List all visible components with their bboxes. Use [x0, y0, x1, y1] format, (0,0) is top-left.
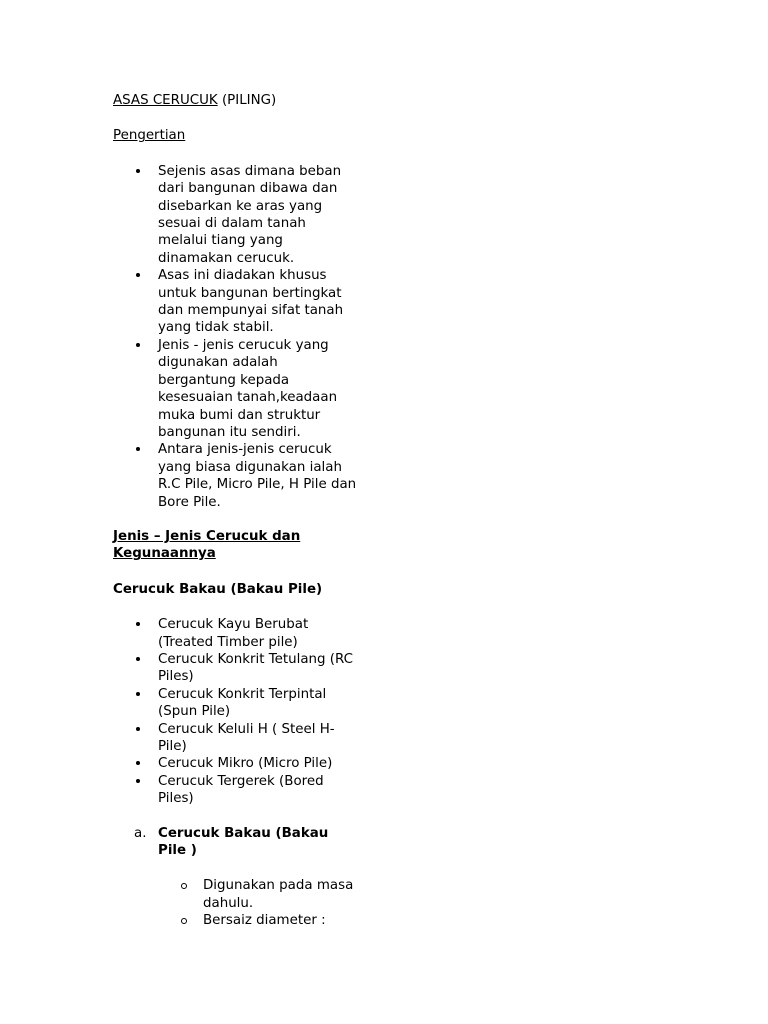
list-item: Antara jenis-jenis cerucuk yang biasa digunakan ialah R.C Pile, Micro Pile, H Pile dan Bore Pile.: [113, 441, 358, 511]
list-item: Digunakan pada masa dahulu.: [113, 877, 373, 912]
section-heading-pengertian: Pengertian: [113, 128, 186, 144]
bullet-icon: [136, 761, 140, 765]
list-item: Cerucuk Keluli H ( Steel H-Pile): [113, 721, 358, 756]
document-body: [113, 92, 373, 930]
bullet-icon: [136, 447, 140, 451]
list-item: Cerucuk Tergerek (Bored Piles): [113, 773, 358, 808]
circle-bullet-icon: [181, 918, 187, 924]
item-a-sublist: [113, 877, 373, 929]
jenis-cerucuk-list: [113, 616, 373, 807]
bullet-icon: [136, 273, 140, 277]
bullet-icon: [136, 779, 140, 783]
section-heading-cerucuk-bakau: Cerucuk Bakau (Bakau Pile): [113, 581, 323, 597]
section-heading-jenis: Jenis – Jenis Cerucuk dan Kegunaannya: [113, 528, 301, 562]
item-a-title: Cerucuk Bakau (Bakau Pile ): [158, 825, 329, 859]
list-item: Jenis - jenis cerucuk yang digunakan adalah bergantung kepada kesesuaian tanah,keadaan muka bumi dan struktur bangunan itu sendiri.: [113, 337, 358, 441]
item-a: [113, 825, 358, 860]
list-item: Cerucuk Konkrit Terpintal (Spun Pile): [113, 686, 358, 721]
bullet-icon: [136, 343, 140, 347]
item-a-marker: a.: [134, 825, 147, 841]
bullet-icon: [136, 622, 140, 626]
document-title: [113, 92, 373, 109]
pengertian-list: [113, 163, 373, 511]
title-rest: (PILING): [217, 93, 277, 108]
list-item: Sejenis asas dimana beban dari bangunan dibawa dan disebarkan ke aras yang sesuai di dalam tanah melalui tiang yang dinamakan cerucuk.: [113, 163, 358, 267]
bullet-icon: [136, 657, 140, 661]
list-item: Bersaiz diameter :: [113, 912, 373, 929]
list-item: Cerucuk Mikro (Micro Pile): [113, 755, 358, 772]
bullet-icon: [136, 727, 140, 731]
circle-bullet-icon: [181, 883, 187, 889]
list-item: Asas ini diadakan khusus untuk bangunan bertingkat dan mempunyai sifat tanah yang tidak stabil.: [113, 267, 358, 337]
list-item: Cerucuk Konkrit Tetulang (RC Piles): [113, 651, 358, 686]
bullet-icon: [136, 692, 140, 696]
list-item: Cerucuk Kayu Berubat (Treated Timber pile): [113, 616, 358, 651]
title-underlined: ASAS CERUCUK: [113, 93, 218, 108]
bullet-icon: [136, 169, 140, 173]
